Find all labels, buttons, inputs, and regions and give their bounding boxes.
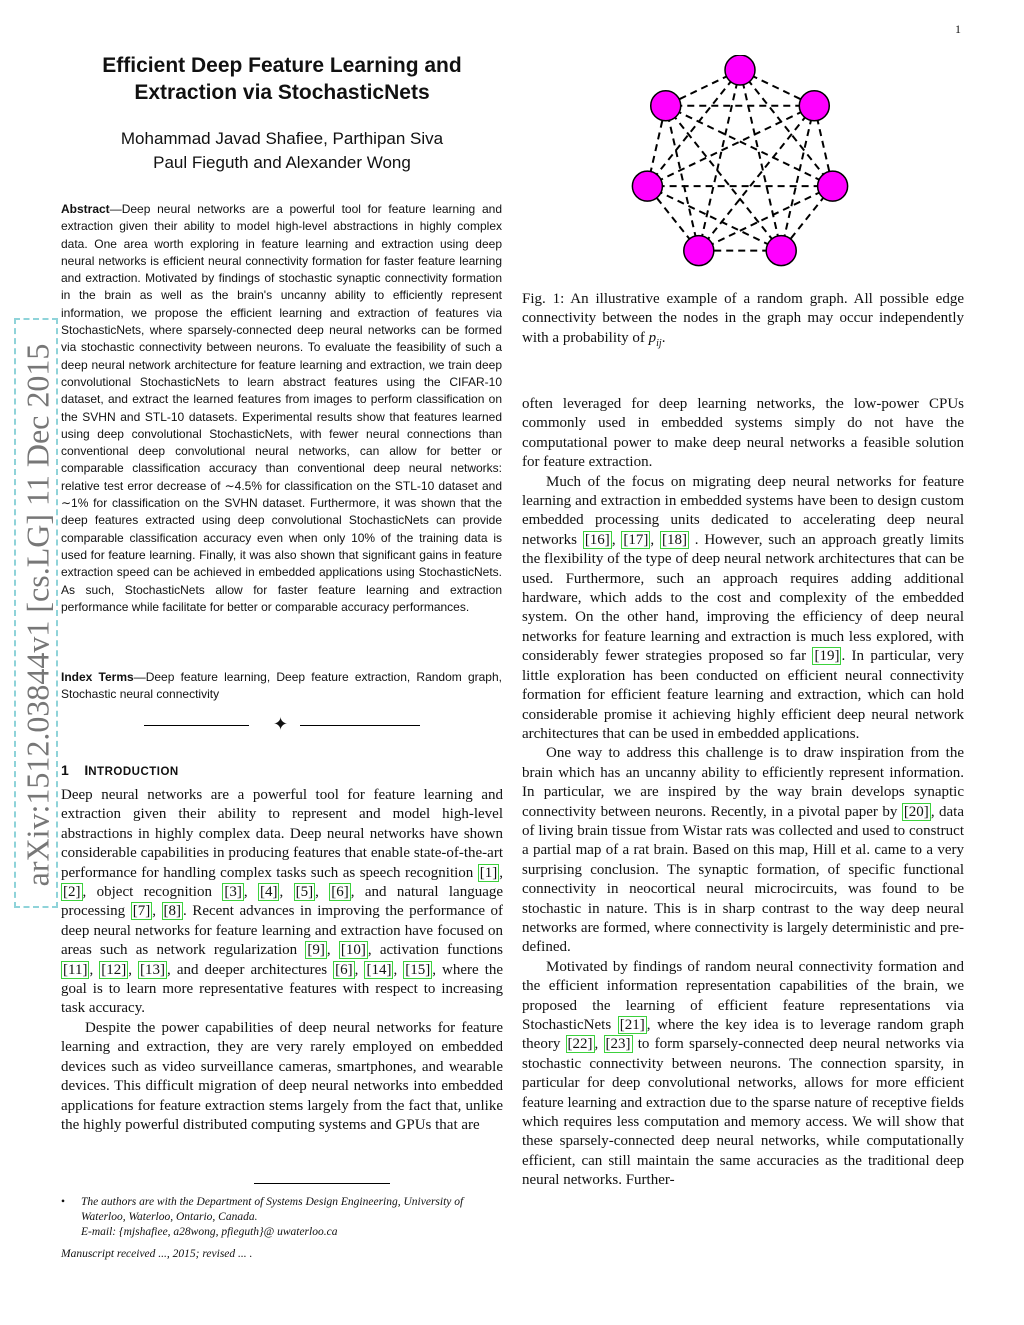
paragraph-text: , [315, 884, 330, 901]
paragraph-text: One way to address this challenge is to draw inspiration from the brain which has an uncanny ability to efficiently represent information. In particular, we are inspired by the way brain develops synaptic connectivity between neurons. Recently, in a pivotal paper by [522, 745, 964, 820]
paragraph-text: . Recent advances in improving the performance of deep neural networks for feature learning and extraction have focused on areas such as network regularization [61, 903, 504, 959]
graph-node [818, 171, 848, 201]
paragraph-text: , [499, 864, 503, 881]
graph-node [725, 55, 755, 85]
authors-line-2: Paul Fieguth and Alexander Wong [153, 153, 411, 172]
authors-line-1: Mohammad Javad Shafiee, Parthipan Siva [120, 129, 444, 148]
paragraph-text: , [152, 903, 162, 920]
citation-link[interactable]: [10] [340, 942, 366, 959]
right-paragraph-2 [522, 473, 964, 745]
graph-edge [740, 70, 781, 251]
citation-link[interactable]: [7] [132, 903, 151, 920]
section-heading [61, 762, 179, 778]
paragraph-text: , data of living brain tissue from Wistar rats was collected and used to construct a partial map of a rat brain. Based on this map, Hill et al. came to a very surprising conclusion. The synaptic formation, of specific functional connectivity in neocortical neural microcircuits, was found to be stochastic in nature. This is in sharp contrast to the way deep neural networks are formed, where connectivity is largely deterministic and pre-defined. [522, 803, 964, 956]
citation-link[interactable]: [22] [567, 1036, 593, 1053]
citation-link[interactable]: [20] [903, 803, 929, 820]
citation-link[interactable]: [19] [814, 648, 840, 665]
paper-title: Efficient Deep Feature Learning and Extraction via StochasticNets [102, 54, 462, 104]
index-terms-text: —Deep feature learning, Deep feature extraction, Random graph, Stochastic neural connectivity [61, 670, 502, 702]
graph-node [766, 236, 796, 266]
paragraph-text: Motivated by findings of random neural connectivity formation and the efficient information representation capabilities of the brain, we proposed the learning of efficient feature representations via StochasticNets [522, 958, 964, 1033]
paragraph-text: , [279, 884, 294, 901]
paragraph-text: . In particular, very little exploration has been conducted on efficient neural connectivity formation for efficient feature learning and extraction, which can hold considerable promise it achieving highly efficient deep neural network architectures that can be used in embedded applications. [522, 648, 964, 742]
graph-node [799, 91, 829, 121]
page-number: 1 [955, 22, 961, 36]
section-number: 1 [61, 762, 69, 778]
graph-node [684, 236, 714, 266]
authors [62, 127, 502, 175]
citation-link[interactable]: [4] [259, 884, 278, 901]
citation-link[interactable]: [15] [405, 961, 431, 978]
paragraph-text: , [326, 942, 339, 959]
graph-edge [699, 70, 740, 251]
paragraph-text: , [243, 884, 258, 901]
caption-text: Fig. 1: An illustrative example of a random graph. All possible edge connectivity between the nodes in the graph may occur independently with a probability of [522, 291, 964, 346]
citation-link[interactable]: [11] [63, 961, 88, 978]
graph-node [651, 91, 681, 121]
caption-math-subscript: ij [656, 337, 662, 349]
citation-link[interactable]: [1] [479, 864, 498, 881]
footnote [61, 1195, 503, 1240]
left-column-body [61, 786, 503, 1135]
arxiv-id: arXiv:1512.03844v1 [cs.LG] 11 Dec 2015 [19, 343, 56, 887]
graph-edge [647, 186, 781, 250]
paragraph-text: . However, such an approach greatly limits the flexibility of the type of deep neural network architectures that can be used. Furthermore, such an approach requires adding additional hardware, which adds to the cost and complexity of the embedded system. On the other hand, improving the efficiency of deep neural networks for feature learning and extraction is much less explored, with considerably fewer strategies proposed so far [522, 531, 965, 665]
citation-link[interactable]: [17] [623, 531, 649, 548]
abstract-label: Abstract [61, 202, 110, 216]
paragraph-text: Deep neural networks are a powerful tool for feature learning and extraction given their ability to represent and model high-level abstractions in highly complex data. Deep neural networks have shown considerable capabilities in producing features that enable state-of-the-art performance for handling complex tasks such as speech recognition [61, 787, 503, 881]
citation-link[interactable]: [12] [101, 961, 127, 978]
graph-edge [647, 70, 740, 186]
citation-link[interactable]: [2] [63, 884, 81, 901]
citation-link[interactable]: [5] [295, 884, 314, 901]
abstract-text: —Deep neural networks are a powerful tool for feature learning and extraction given their ability to model high-level abstractions in highly complex data. One area worth exploring in feature learning and extraction using deep neural networks is efficient neural connectivity formation for faster feature learning and extraction. Motivated by findings of stochastic synaptic connectivity formation in the brain as well as the brain's uncanny ability to efficiently represent information, we propose the efficient learning and extraction of features via StochasticNets, where sparsely-connected deep neural networks can be formed via stochastic connectivity between neurons. To evaluate the feasibility of such a deep neural network architecture for feature learning and extraction, we train deep convolutional StochasticNets to learn abstract features using the CIFAR-10 dataset, and extract the learned features from images to perform classification on the SVHN and STL-10 datasets. Experimental results show that features learned using deep convolutional StochasticNets, with fewer neural connections than conventional deep convolutional neural networks, can allow for better or comparable classification accuracy than conventional deep neural networks: relative test error decrease of ∼4.5% for classification on the STL-10 dataset and ∼1% for classification on the SVHN dataset. Furthermore, it was shown that the deep features extracted using deep convolutional StochasticNets can provide comparable classification accuracy even when only 10% of the training data is used for feature learning. Finally, it was also shown that significant gains in feature extraction speed can be achieved in embedded applications using StochasticNets. As such, StochasticNets allow for faster feature learning and extraction performance while facilitate for better or comparable accuracy performances. [61, 202, 502, 614]
citation-link[interactable]: [14] [366, 961, 392, 978]
paragraph-text: , [393, 961, 404, 978]
paragraph-text: , where the key idea is to leverage random graph theory [522, 1017, 964, 1053]
citation-link[interactable]: [6] [335, 961, 353, 978]
divider-right [300, 725, 420, 726]
section-title-rest: NTRODUCTION [88, 766, 179, 778]
footnote-rule [254, 1183, 390, 1184]
paragraph-text: to form sparsely-connected deep neural networks via stochastic connectivity between neurons. The connection sparsity, in particular for deep convolutional networks, allows for more efficient feature learning and extraction due to the sparse nature of receptive fields which requires less computation and memory access. We will show that these sparsely-connected deep neural networks, while computationally efficient, can still maintain the same accuracies as the traditional deep neural networks. Further- [522, 1036, 964, 1189]
right-paragraph-3 [522, 744, 964, 957]
right-column-body [522, 395, 964, 1191]
divider-left [144, 725, 249, 726]
right-paragraph-1: often leveraged for deep learning networks, the low-power CPUs commonly used in embedded systems simply do not have the computational power to make deep neural networks a feasible solution for feature extraction. [522, 396, 964, 471]
citation-link[interactable]: [13] [140, 961, 166, 978]
paragraph-text: , and deeper architectures [167, 961, 334, 978]
index-terms [61, 669, 502, 704]
citation-link[interactable]: [3] [224, 884, 242, 901]
paragraph-text: , and natural language processing [61, 884, 504, 920]
figure-caption [522, 290, 964, 353]
divider-symbol: ✦ [273, 714, 289, 734]
footnote-bullet: • [61, 1196, 66, 1208]
citation-link[interactable]: [8] [163, 903, 182, 920]
citation-link[interactable]: [6] [331, 884, 349, 901]
section-first-letter: I [84, 762, 89, 778]
graph-edge [699, 186, 833, 250]
index-terms-label: Index Terms [61, 670, 134, 684]
citation-link[interactable]: [18] [661, 531, 687, 548]
paragraph-text: , where the goal is to learn more representative features with respect to increasing task accuracy. [61, 961, 504, 1017]
paragraph-text: , [89, 961, 100, 978]
paragraph-text: , [354, 961, 365, 978]
citation-link[interactable]: [16] [584, 531, 610, 548]
citation-link[interactable]: [23] [605, 1036, 631, 1053]
citation-link[interactable]: [9] [307, 942, 325, 959]
paragraph-text: , [594, 1036, 604, 1053]
paragraph-text: , [650, 531, 660, 548]
paragraph-text: , activation functions [367, 942, 504, 959]
graph-node [632, 171, 662, 201]
paragraph-text: Much of the focus on migrating deep neural networks for feature learning and extraction in embedded systems have been to design custom embedded processing units dedicated to accelerating deep neural networks [522, 473, 964, 548]
paragraph-text: , [128, 961, 139, 978]
citation-link[interactable]: [21] [619, 1017, 645, 1033]
abstract [61, 201, 502, 616]
manuscript-note: Manuscript received ..., 2015; revised ... . [61, 1248, 253, 1260]
intro-paragraph-1 [61, 786, 503, 1019]
arxiv-stamp [14, 318, 58, 908]
graph-edge [740, 70, 833, 186]
paragraph-text: , [611, 531, 622, 548]
intro-paragraph-2: Despite the power capabilities of deep neural networks for feature learning and extraction, they are very rarely employed on embedded devices such as video surveillance cameras, smartphones, and wearable devices. This difficult migration of deep neural networks into embedded applications for feature extraction stems largely from the fact that, unlike the highly powerful distributed computing systems and GPUs that are [61, 1019, 503, 1133]
caption-suffix: . [661, 329, 666, 346]
right-paragraph-4 [522, 958, 964, 1191]
caption-math: p [648, 329, 657, 346]
random-graph-figure [620, 55, 860, 285]
footnote-email: E-mail: {mjshafiee, a28wong, pfieguth}@ uwaterloo.ca [81, 1226, 338, 1238]
footnote-affiliation: The authors are with the Department of Systems Design Engineering, University of Waterloo, Waterloo, Ontario, Canada. [81, 1196, 464, 1223]
paragraph-text: , object recognition [82, 884, 223, 901]
